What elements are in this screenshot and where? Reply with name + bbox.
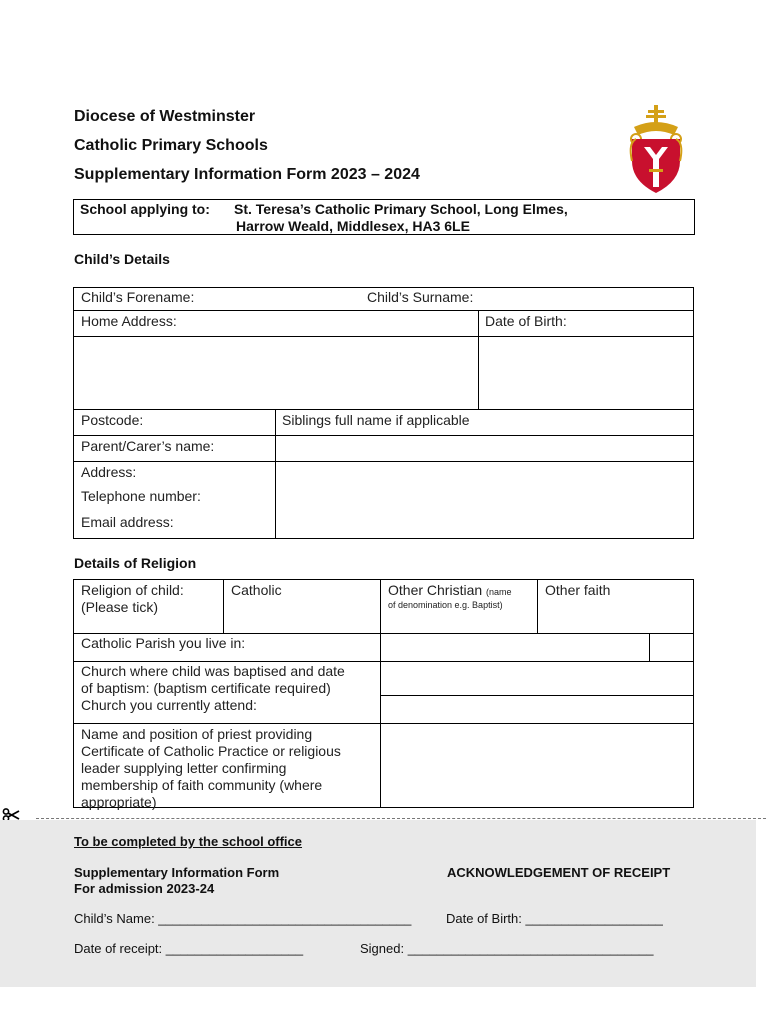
parent-name-field[interactable] <box>277 437 692 460</box>
date-of-birth-label: Date of Birth: <box>485 313 567 329</box>
school-name-line2: Harrow Weald, Middlesex, HA3 6LE <box>236 218 470 234</box>
school-label: School applying to: <box>80 201 210 217</box>
cut-line <box>36 818 766 819</box>
home-address-label: Home Address: <box>81 313 177 329</box>
priest-label-line3: leader supplying letter confirming <box>81 760 287 776</box>
parent-name-label: Parent/Carer’s name: <box>81 438 215 454</box>
school-name-line1: St. Teresa’s Catholic Primary School, Long Elmes, <box>234 201 568 217</box>
child-details-title: Child’s Details <box>74 251 170 267</box>
priest-label-line2: Certificate of Catholic Practice or religious <box>81 743 341 759</box>
child-surname-label: Child’s Surname: <box>367 289 474 305</box>
diocese-crest-icon <box>624 103 688 199</box>
attend-label: Church you currently attend: <box>81 697 257 713</box>
office-child-name[interactable]: Child’s Name: ___________________________________ <box>74 911 412 926</box>
header-line1: Diocese of Westminster <box>74 108 256 125</box>
catholic-option[interactable]: Catholic <box>231 582 282 598</box>
other-christian-label: Other Christian <box>388 582 483 598</box>
form-title: Supplementary Information Form 2023 – 2024 <box>74 166 420 183</box>
date-of-birth-field[interactable] <box>480 338 692 408</box>
priest-field[interactable] <box>382 725 692 806</box>
priest-label-line1: Name and position of priest providing <box>81 726 313 742</box>
postcode-label: Postcode: <box>81 412 144 428</box>
contact-details-field[interactable] <box>277 463 692 537</box>
email-label: Email address: <box>81 514 174 530</box>
baptised-label-line2: of baptism: (baptism certificate required) <box>81 680 331 696</box>
other-christian-note-line2: of denomination e.g. Baptist) <box>388 600 503 610</box>
attend-field[interactable] <box>382 697 692 722</box>
other-christian-option[interactable] <box>388 582 512 598</box>
siblings-label: Siblings full name if applicable <box>282 412 470 428</box>
religion-title: Details of Religion <box>74 555 197 571</box>
priest-label-line4: membership of faith community (where <box>81 777 323 793</box>
other-faith-option[interactable]: Other faith <box>545 582 611 598</box>
office-signed[interactable]: Signed: __________________________________ <box>360 941 654 956</box>
baptised-label-line1: Church where child was baptised and date <box>81 663 345 679</box>
home-address-field[interactable] <box>75 338 476 408</box>
priest-label-line5: appropriate) <box>81 794 157 810</box>
acknowledgement-heading: ACKNOWLEDGEMENT OF RECEIPT <box>447 865 671 880</box>
baptism-field[interactable] <box>382 663 692 694</box>
office-form-line1: Supplementary Information Form <box>74 865 280 880</box>
parish-field[interactable] <box>382 635 648 660</box>
religion-of-child-label: Religion of child: <box>81 582 184 598</box>
address-label: Address: <box>81 464 137 480</box>
parish-label: Catholic Parish you live in: <box>81 635 246 651</box>
header-line2: Catholic Primary Schools <box>74 137 268 154</box>
office-date-of-receipt[interactable]: Date of receipt: ___________________ <box>74 941 304 956</box>
other-christian-note: (name <box>486 587 512 597</box>
please-tick-label: (Please tick) <box>81 599 159 615</box>
office-form-line2: For admission 2023-24 <box>74 881 215 896</box>
child-forename-label: Child’s Forename: <box>81 289 195 305</box>
telephone-label: Telephone number: <box>81 488 201 504</box>
office-title: To be completed by the school office <box>74 834 303 849</box>
office-date-of-birth[interactable]: Date of Birth: ___________________ <box>446 911 663 926</box>
